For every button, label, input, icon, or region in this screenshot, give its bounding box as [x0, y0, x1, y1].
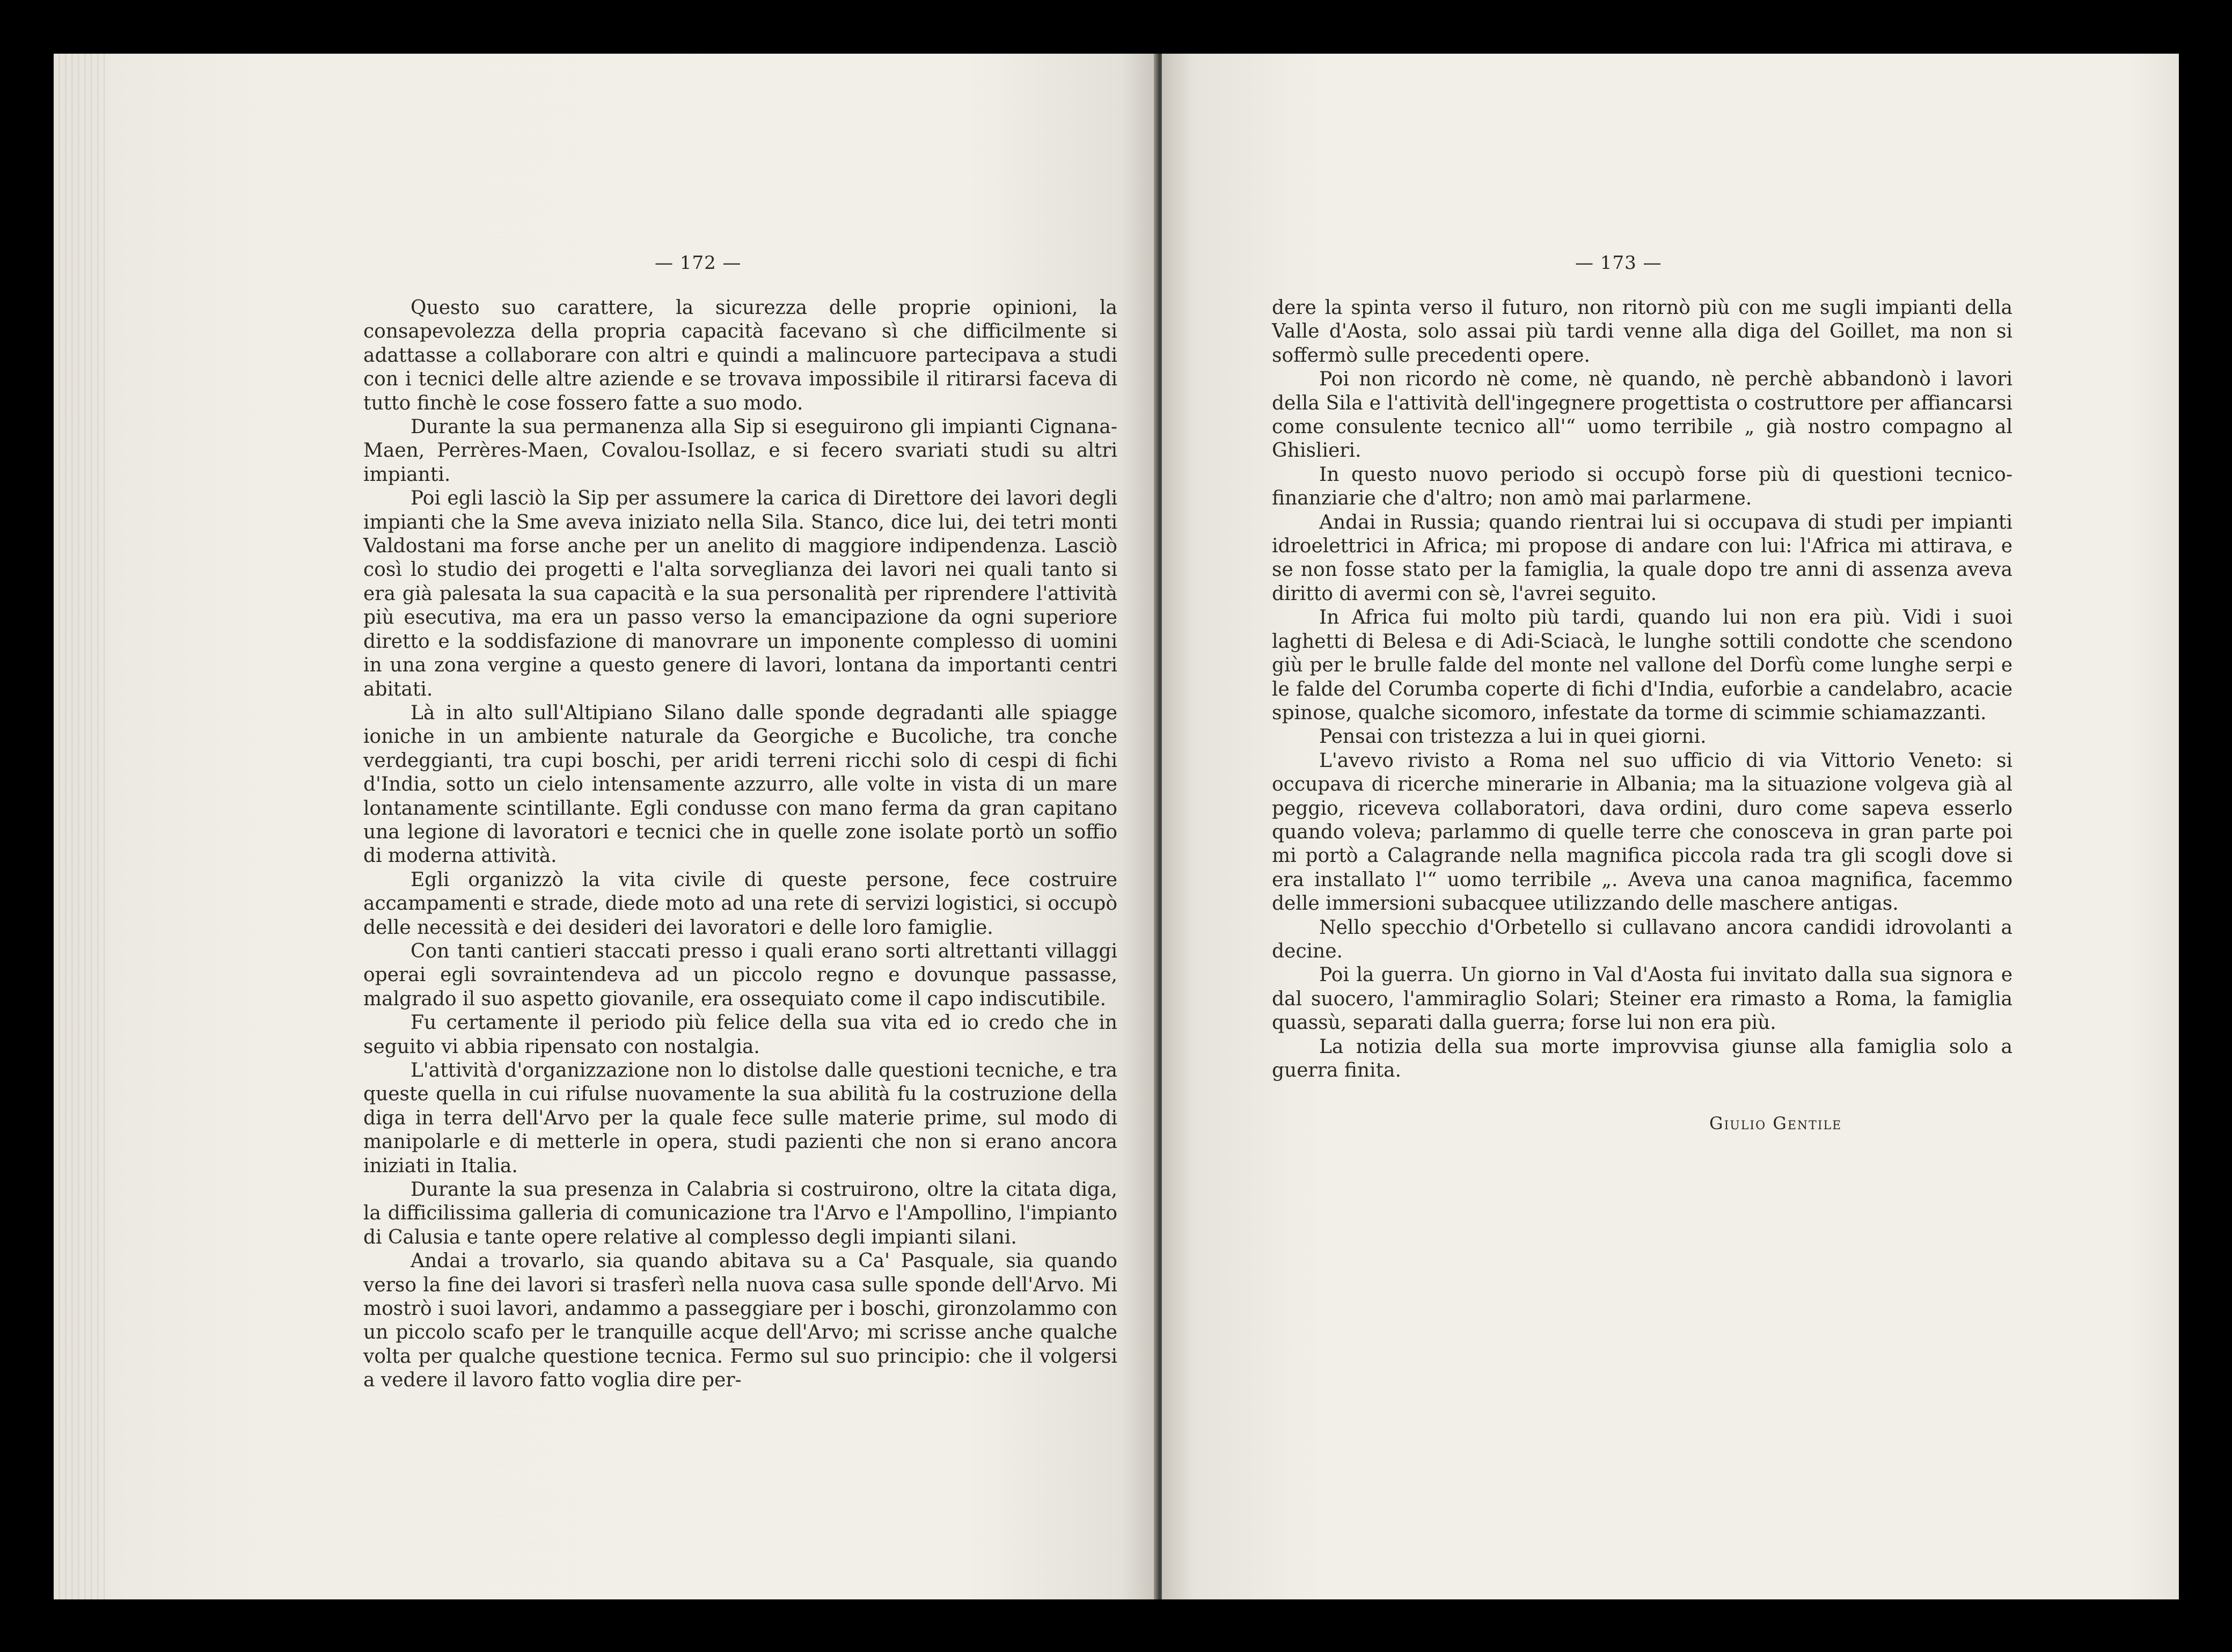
paragraph: Poi egli lasciò la Sip per assumere la carica di Direttore dei lavori degli impianti che la Sme aveva iniziato nella Sila. Stanco, dice lui, dei tetri monti Valdostani ma forse anche per un anelito di maggiore indipendenza. Lasciò così lo studio dei progetti e l'alta sorveglianza dei lavori nei quali tanto si era già palesata la sua capacità e la sua personalità per riprendere l'attività più esecutiva, ma era un passo verso la emancipazione da ogni superiore diretto e la soddisfazione di manovrare un imponente complesso di uomini in una zona vergine a questo genere di lavori, lontana da importanti centri abitati.: [363, 487, 1117, 700]
right-page-text: [1272, 296, 2013, 1083]
paragraph: dere la spinta verso il futuro, non ritornò più con me sugli impianti della Valle d'Aosta, solo assai più tardi venne alla diga del Goillet, ma non si soffermò sulle precedenti opere.: [1272, 297, 2013, 367]
paragraph: La notizia della sua morte improvvisa giunse alla famiglia solo a guerra finita.: [1272, 1035, 2013, 1081]
right-page: [1162, 54, 2179, 1599]
paragraph: Andai a trovarlo, sia quando abitava su a Ca' Pasquale, sia quando verso la fine dei lavori si trasferì nella nuova casa sulle sponde dell'Arvo. Mi mostrò i suoi lavori, andammo a passeggiare per i boschi, gironzolammo con un piccolo scafo per le tranquille acque dell'Arvo; mi scrisse anche qualche volta per qualche questione tecnica. Fermo sul suo principio: che il volgersi a vedere il lavoro fatto voglia dire per-: [363, 1250, 1117, 1392]
paragraph: In questo nuovo periodo si occupò forse più di questioni tecnico-finanziarie che d'altro; non amò mai parlarmene.: [1272, 463, 2013, 510]
paragraph: Pensai con tristezza a lui in quei giorni.: [1319, 726, 1707, 748]
page-edges: [54, 54, 105, 1599]
paragraph: In Africa fui molto più tardi, quando lui non era più. Vidi i suoi laghetti di Belesa e di Adi-Sciacà, le lunghe sottili condotte che scendono giù per le brulle falde del monte nel vallone del Dorfù come lunghe serpi e le falde del Corumba coperte di fichi d'India, euforbie a candelabro, acacie spinose, qualche sicomoro, infestate da torme di scimmie schiamazzanti.: [1272, 606, 2013, 724]
paragraph: Questo suo carattere, la sicurezza delle proprie opinioni, la consapevolezza della propria capacità facevano sì che difficilmente si adattasse a collaborare con altri e quindi a malincuore partecipava a studi con i tecnici delle altre aziende e se trovava impossibile il ritirarsi faceva di tutto finchè le cose fossero fatte a suo modo.: [363, 297, 1117, 414]
paragraph: Poi non ricordo nè come, nè quando, nè perchè abbandonò i lavori della Sila e l'attività dell'ingegnere progettista o costruttore per affiancarsi come consulente tecnico all'“ uomo terribile „ già nostro compagno al Ghislieri.: [1272, 368, 2013, 462]
paragraph: Poi la guerra. Un giorno in Val d'Aosta fui invitato dalla sua signora e dal suocero, l'ammiraglio Solari; Steiner era rimasto a Roma, la famiglia quassù, separati dalla guerra; forse lui non era più.: [1272, 964, 2013, 1034]
paragraph: L'avevo rivisto a Roma nel suo ufficio di via Vittorio Veneto: si occupava di ricerche minerarie in Albania; ma la situazione volgeva già al peggio, riceveva collaboratori, dava ordini, duro come sapeva esserlo quando voleva; parlammo di quelle terre che conosceva in gran parte poi mi portò a Calagrande nella magnifica piccola rada tra gli scogli dove si era installato l'“ uomo terribile „. Aveva una canoa magnifica, facemmo delle immersioni subacquee utilizzando delle maschere antigas.: [1272, 749, 2013, 915]
author-signature: Giulio Gentile: [1709, 1113, 1842, 1134]
paragraph: Durante la sua permanenza alla Sip si eseguirono gli impianti Cignana-Maen, Perrères-Maen, Covalou-Isollaz, e si fecero svariati studi su altri impianti.: [363, 416, 1117, 486]
paragraph: Durante la sua presenza in Calabria si costruirono, oltre la citata diga, la difficilissima galleria di comunicazione tra l'Arvo e l'Ampollino, l'impianto di Calusia e tante opere relative al complesso degli impianti silani.: [363, 1179, 1117, 1248]
paragraph: Fu certamente il periodo più felice della sua vita ed io credo che in seguito vi abbia ripensato con nostalgia.: [363, 1012, 1117, 1058]
paragraph: L'attività d'organizzazione non lo distolse dalle questioni tecniche, e tra queste quella in cui rifulse nuovamente la sua abilità fu la costruzione della diga in terra dell'Arvo per la quale fece sulle materie prime, sul modo di manipolarle e di metterle in opera, studi pazienti che non si erano ancora iniziati in Italia.: [363, 1059, 1117, 1177]
paragraph: Con tanti cantieri staccati presso i quali erano sorti altrettanti villaggi operai egli sovraintendeva ad un piccolo regno e dovunque passasse, malgrado il suo aspetto giovanile, era ossequiato come il capo indiscutibile.: [363, 940, 1117, 1010]
left-page: [54, 54, 1157, 1599]
paragraph: Egli organizzò la vita civile di queste persone, fece costruire accampamenti e strade, diede moto ad una rete di servizi logistici, si occupò delle necessità e dei desideri dei lavoratori e delle loro famiglie.: [363, 868, 1117, 939]
paragraph: Andai in Russia; quando rientrai lui si occupava di studi per impianti idroelettrici in Africa; mi propose di andare con lui: l'Africa mi attirava, e se non fosse stato per la famiglia, la quale dopo tre anni di assenza aveva diritto di avermi con sè, l'avrei seguito.: [1272, 511, 2013, 605]
paragraph: Là in alto sull'Altipiano Silano dalle sponde degradanti alle spiagge ioniche in un ambiente naturale da Georgiche e Bucoliche, tra conche verdeggianti, tra cupi boschi, per aridi terreni ricchi solo di cespi di fichi d'India, sotto un cielo intensamente azzurro, alle volte in vista di un mare lontanamente scintillante. Egli condusse con mano ferma da gran capitano una legione di lavoratori e tecnici che in quelle zone isolate portò un soffio di moderna attività.: [363, 701, 1117, 867]
paragraph: Nello specchio d'Orbetello si cullavano ancora candidi idrovolanti a decine.: [1272, 916, 2013, 962]
page-number: — 172 —: [655, 252, 742, 274]
left-page-text: [363, 296, 1117, 1393]
page-number: — 173 —: [1575, 252, 1662, 274]
